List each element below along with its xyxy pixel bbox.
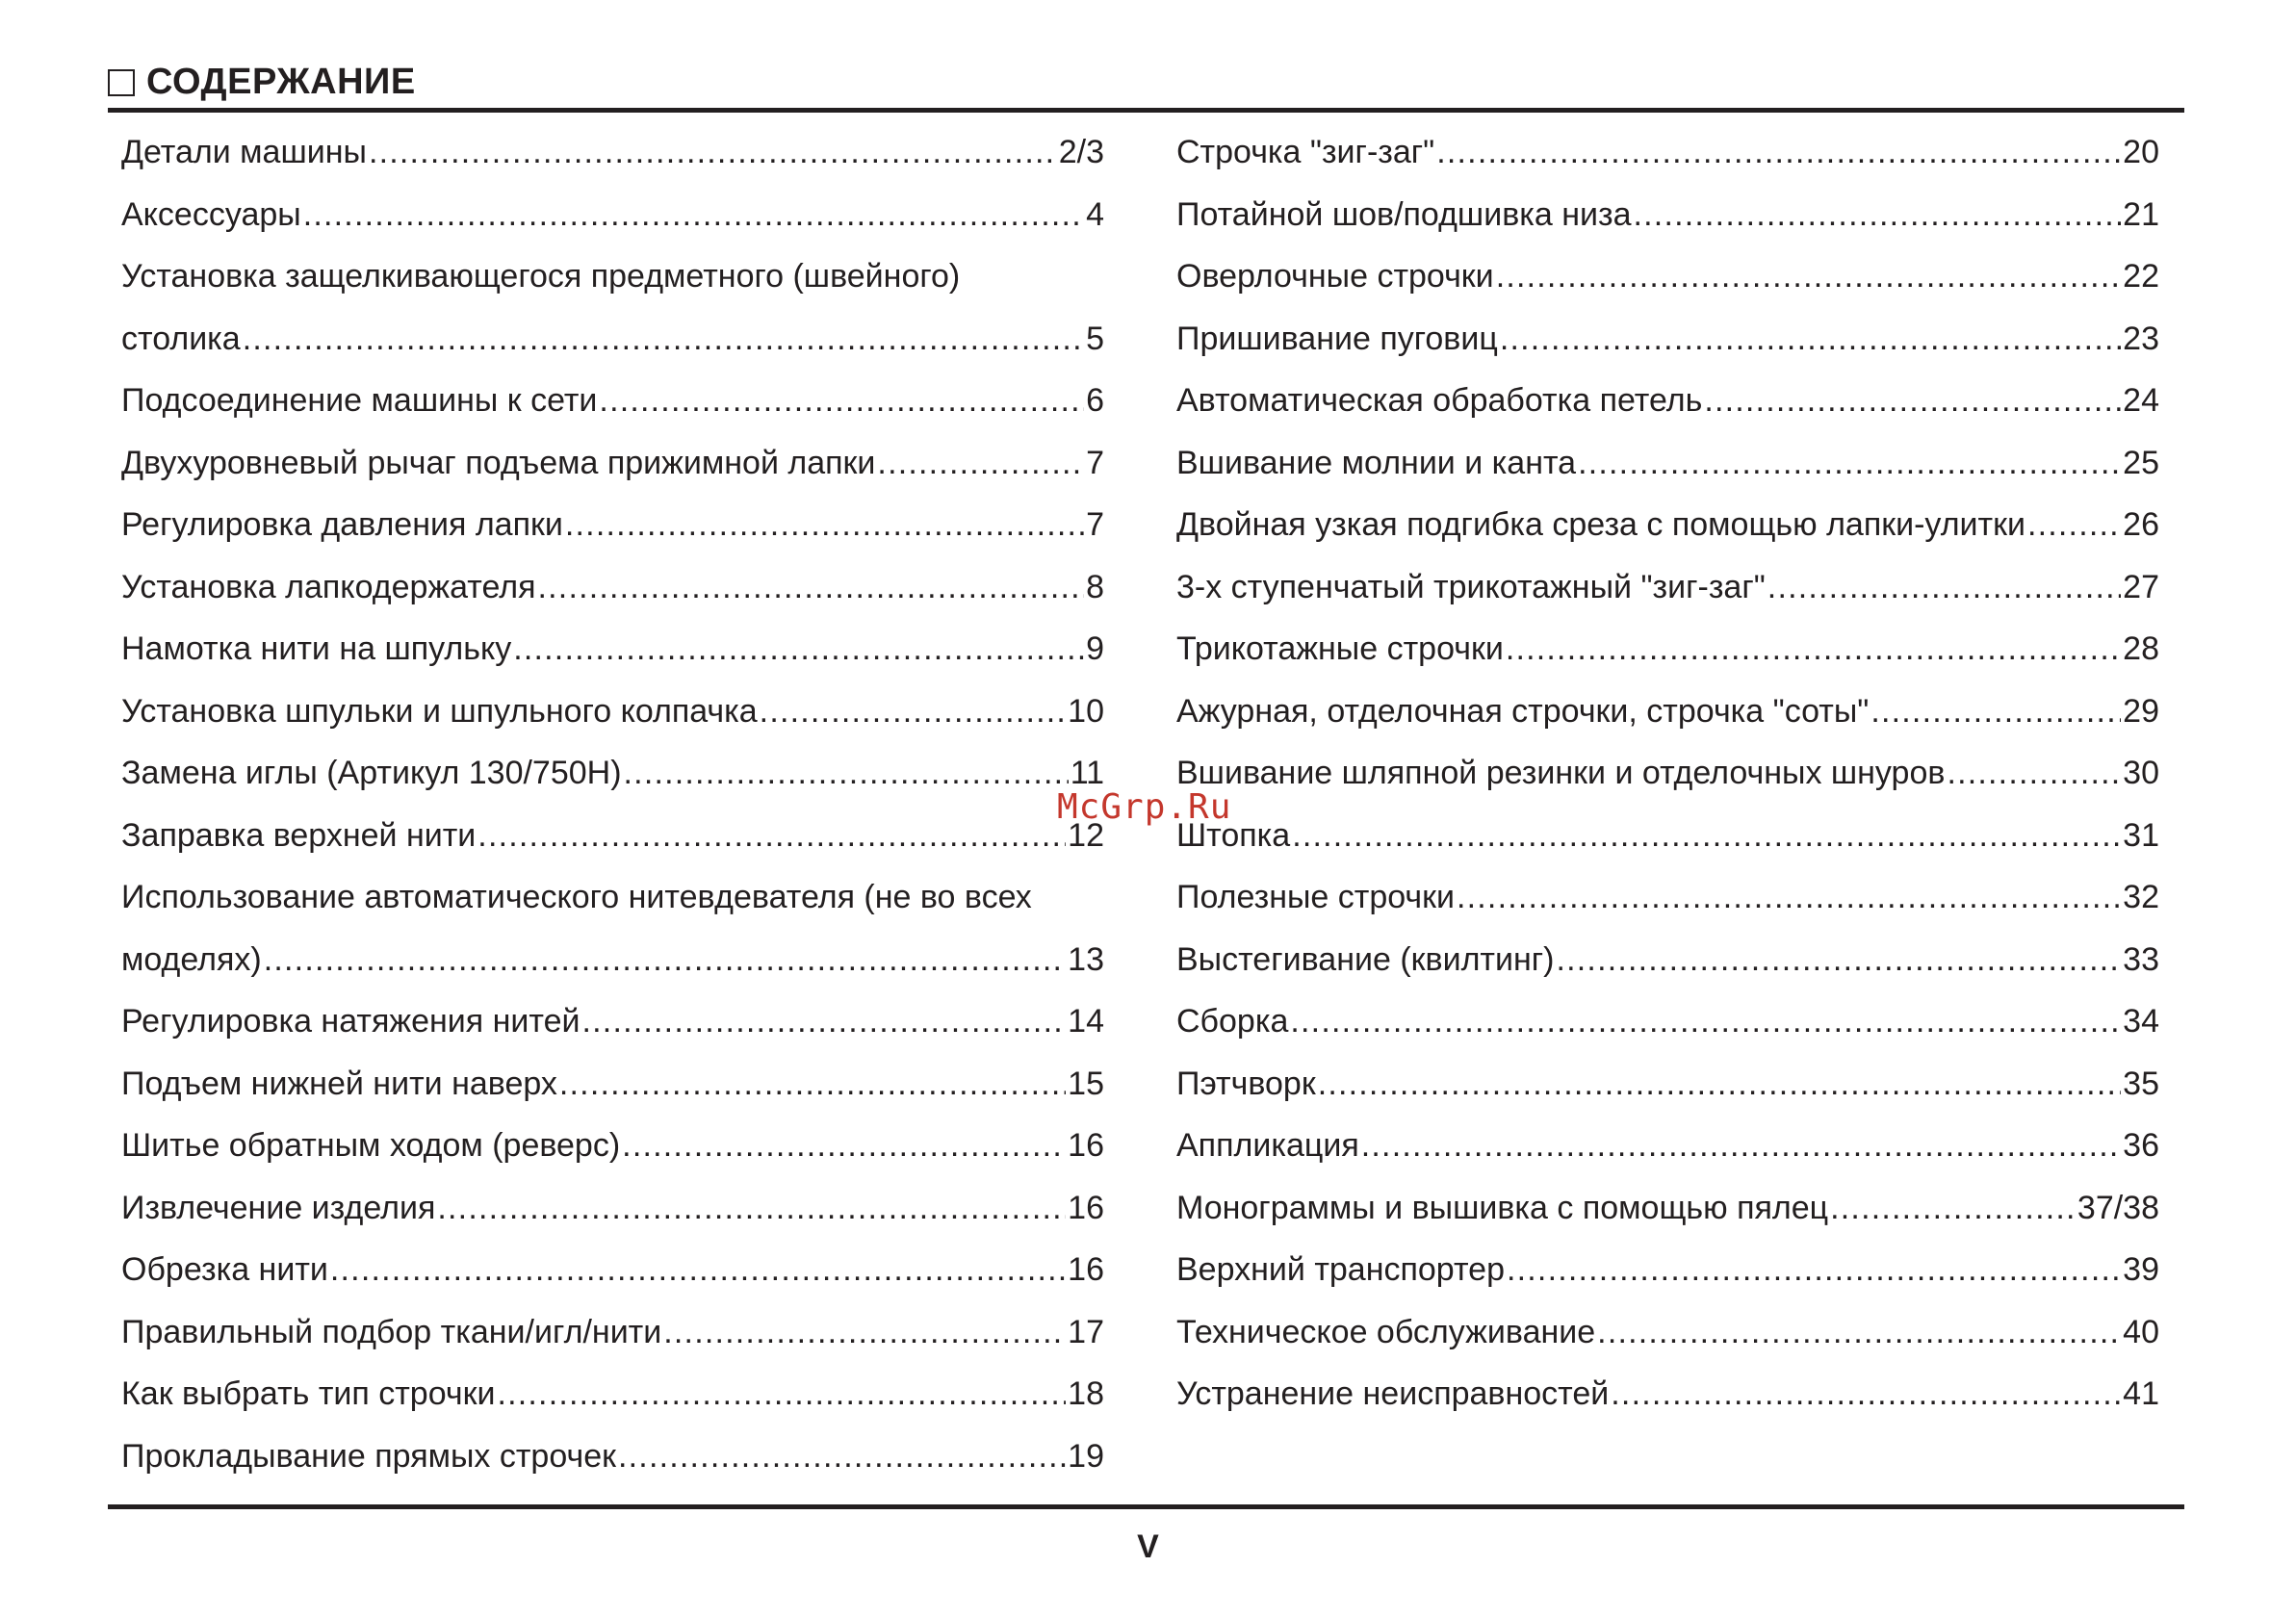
dot-leader bbox=[1507, 1239, 2121, 1300]
toc-entry[interactable] bbox=[121, 742, 1104, 805]
toc-entry-title: Штопка bbox=[1176, 816, 1291, 854]
toc-entry-page: 4 bbox=[1086, 195, 1104, 233]
dot-leader bbox=[1457, 866, 2121, 928]
toc-entry-line bbox=[1176, 121, 2159, 183]
toc-entry-page: 5 bbox=[1086, 320, 1104, 357]
toc-entry-page: 10 bbox=[1068, 692, 1104, 730]
toc-entry-title: Детали машины bbox=[121, 134, 367, 170]
toc-entry-page: 25 bbox=[2123, 444, 2159, 481]
toc-entry-title: Обрезка нити bbox=[121, 1251, 328, 1288]
toc-entry[interactable] bbox=[121, 929, 1104, 991]
toc-entry-line bbox=[121, 618, 1104, 680]
toc-entry-line bbox=[1176, 1301, 2159, 1363]
toc-entry[interactable] bbox=[121, 681, 1104, 743]
dot-leader bbox=[622, 1115, 1066, 1176]
toc-entry-title: Аппликация bbox=[1176, 1127, 1359, 1164]
toc-entry[interactable] bbox=[121, 556, 1104, 619]
toc-entry-title: Оверлочные строчки bbox=[1176, 258, 1494, 295]
toc-entry-title: Установка лапкодержателя bbox=[121, 568, 536, 605]
toc-entry[interactable] bbox=[121, 432, 1104, 495]
toc-entry[interactable] bbox=[1176, 742, 2159, 805]
top-rule bbox=[108, 108, 2184, 113]
toc-entry-page: 20 bbox=[2123, 134, 2159, 170]
dot-leader bbox=[369, 121, 1057, 183]
toc-entry-title: Потайной шов/подшивка низа bbox=[1176, 195, 1632, 233]
toc-entry-title: Вшивание молнии и канта bbox=[1176, 444, 1577, 481]
dot-leader bbox=[243, 308, 1084, 370]
toc-entry-line bbox=[121, 432, 1104, 494]
toc-entry[interactable] bbox=[1176, 1177, 2159, 1240]
dot-leader bbox=[437, 1177, 1066, 1239]
toc-entry-page: 12 bbox=[1068, 816, 1104, 854]
dot-leader bbox=[497, 1363, 1066, 1425]
toc-entry-page: 39 bbox=[2123, 1251, 2159, 1288]
toc-entry-title: Подсоединение машины к сети bbox=[121, 382, 598, 419]
toc-entry-line bbox=[1176, 805, 2159, 866]
toc-entry-line bbox=[121, 121, 1104, 183]
toc-entry[interactable] bbox=[1176, 618, 2159, 681]
toc-entry-title: Пришивание пуговиц bbox=[1176, 320, 1498, 357]
watermark: McGrp.Ru bbox=[1057, 787, 1232, 827]
dot-leader bbox=[1947, 742, 2121, 804]
toc-entry-line bbox=[121, 1301, 1104, 1363]
toc-entry-page: 19 bbox=[1068, 1437, 1104, 1475]
toc-entry-title: моделях) bbox=[121, 940, 262, 978]
toc-entry-line bbox=[1176, 184, 2159, 245]
toc-entry-line bbox=[121, 494, 1104, 555]
toc-entry[interactable] bbox=[121, 1177, 1104, 1240]
toc-entry[interactable] bbox=[121, 990, 1104, 1053]
toc-entry-line bbox=[121, 742, 1104, 804]
toc-entry-line bbox=[121, 1425, 1104, 1487]
toc-entry-line bbox=[1176, 308, 2159, 370]
toc-entry-page: 31 bbox=[2123, 816, 2159, 854]
toc-entry-title: Устранение неисправностей bbox=[1176, 1375, 1610, 1412]
toc-entry-title: Как выбрать тип строчки bbox=[121, 1375, 496, 1412]
toc-entry-title: Использование автоматического нитевдевателя (не во всех bbox=[121, 879, 1032, 915]
toc-entry-title: Двойная узкая подгибка среза с помощью лапки-улитки bbox=[1176, 506, 2025, 543]
toc-entry-title: Техническое обслуживание bbox=[1176, 1313, 1596, 1350]
dot-leader bbox=[1634, 184, 2122, 245]
toc-entry[interactable] bbox=[1176, 805, 2159, 867]
toc-entry-page: 7 bbox=[1086, 506, 1104, 543]
dot-leader bbox=[303, 184, 1084, 245]
toc-entry-title: столика bbox=[121, 320, 241, 357]
toc-entry-title: Сборка bbox=[1176, 1003, 1289, 1040]
toc-entry-page: 11 bbox=[1070, 755, 1104, 791]
toc-entry-line bbox=[121, 1363, 1104, 1425]
toc-entry-title: Полезные строчки bbox=[1176, 879, 1455, 915]
toc-entry-page: 7 bbox=[1086, 444, 1104, 481]
toc-entry-page: 16 bbox=[1068, 1127, 1104, 1164]
toc-entry-title: Регулировка натяжения нитей bbox=[121, 1003, 580, 1040]
toc-entry-page: 35 bbox=[2123, 1065, 2159, 1102]
toc-entry-line bbox=[1176, 990, 2159, 1052]
toc-entry[interactable] bbox=[1176, 1053, 2159, 1116]
toc-entry-title: Верхний транспортер bbox=[1176, 1251, 1505, 1288]
toc-entry-line bbox=[1176, 432, 2159, 494]
toc-entry-line bbox=[121, 1177, 1104, 1239]
page-title bbox=[108, 56, 416, 108]
toc-entry-page: 18 bbox=[1068, 1375, 1104, 1412]
dot-leader bbox=[1506, 618, 2121, 680]
toc-entry-page: 37/38 bbox=[2077, 1189, 2159, 1226]
dot-leader bbox=[1578, 432, 2121, 494]
toc-entry-line bbox=[121, 990, 1104, 1052]
dot-leader bbox=[877, 432, 1084, 494]
toc-entry-line bbox=[121, 681, 1104, 742]
toc-entry-title: Трикотажные строчки bbox=[1176, 630, 1504, 667]
toc-entry-page: 30 bbox=[2123, 755, 2159, 791]
toc-entry[interactable] bbox=[1176, 1115, 2159, 1177]
toc-entry-page: 22 bbox=[2123, 258, 2159, 295]
toc-entry-line bbox=[1176, 866, 2159, 928]
toc-entry[interactable] bbox=[121, 494, 1104, 556]
toc-entry-page: 8 bbox=[1086, 568, 1104, 605]
toc-entry[interactable] bbox=[1176, 990, 2159, 1053]
dot-leader bbox=[1290, 990, 2121, 1052]
toc-entry-page: 15 bbox=[1068, 1065, 1104, 1102]
dot-leader bbox=[1556, 929, 2121, 990]
toc-entry-title: Шитье обратным ходом (реверс) bbox=[121, 1127, 621, 1164]
toc-entry-title: 3-х ступенчатый трикотажный "зиг-заг" bbox=[1176, 568, 1766, 605]
toc-entry-title: Подъем нижней нити наверх bbox=[121, 1065, 557, 1102]
page-number: V bbox=[1137, 1528, 1159, 1565]
dot-leader bbox=[1704, 370, 2121, 431]
toc-entry-title: Автоматическая обработка петель bbox=[1176, 382, 1703, 419]
toc-entry[interactable] bbox=[1176, 1301, 2159, 1364]
toc-entry-page: 36 bbox=[2123, 1127, 2159, 1164]
dot-leader bbox=[599, 370, 1084, 431]
toc-entry-page: 28 bbox=[2123, 630, 2159, 667]
toc-entry-title: Вшивание шляпной резинки и отделочных шнуров bbox=[1176, 755, 1946, 791]
dot-leader bbox=[760, 681, 1067, 742]
toc-entry-line bbox=[121, 308, 1104, 370]
toc-entry-page: 41 bbox=[2123, 1375, 2159, 1412]
toc-entry-title: Аксессуары bbox=[121, 195, 301, 233]
toc-entry[interactable] bbox=[121, 245, 1104, 308]
toc-entry-title: Строчка "зиг-заг" bbox=[1176, 134, 1435, 170]
toc-entry-page: 24 bbox=[2123, 382, 2159, 419]
dot-leader bbox=[1500, 308, 2121, 370]
toc-entry-page: 16 bbox=[1068, 1251, 1104, 1288]
toc-entry[interactable] bbox=[1176, 121, 2159, 184]
toc-entry[interactable] bbox=[121, 1425, 1104, 1488]
toc-entry[interactable] bbox=[121, 866, 1104, 929]
dot-leader bbox=[618, 1425, 1066, 1487]
page-title-text: СОДЕРЖАНИЕ bbox=[146, 61, 416, 102]
toc-entry-title: Регулировка давления лапки bbox=[121, 506, 563, 543]
toc-entry-line bbox=[121, 1053, 1104, 1115]
toc-entry-page: 13 bbox=[1068, 940, 1104, 978]
toc-entry[interactable] bbox=[121, 308, 1104, 371]
toc-entry-title: Прокладывание прямых строчек bbox=[121, 1437, 617, 1475]
toc-entry-page: 27 bbox=[2123, 568, 2159, 605]
toc-entry[interactable] bbox=[1176, 245, 2159, 308]
toc-entry-title: Намотка нити на шпульку bbox=[121, 630, 512, 667]
toc-entry[interactable] bbox=[1176, 494, 2159, 556]
dot-leader bbox=[1292, 805, 2121, 866]
toc-entry-page: 26 bbox=[2123, 506, 2159, 543]
toc-entry-line bbox=[121, 370, 1104, 431]
toc-entry-line bbox=[1176, 1177, 2159, 1239]
toc-entry-page: 34 bbox=[2123, 1003, 2159, 1040]
toc-entry-page: 40 bbox=[2123, 1313, 2159, 1350]
toc-entry-line bbox=[121, 929, 1104, 990]
dot-leader bbox=[538, 556, 1085, 618]
dot-leader bbox=[1436, 121, 2121, 183]
toc-entry-line bbox=[1176, 556, 2159, 618]
toc-entry-page: 32 bbox=[2123, 879, 2159, 915]
dot-leader bbox=[477, 805, 1066, 866]
toc-entry[interactable] bbox=[1176, 1239, 2159, 1301]
dot-leader bbox=[582, 990, 1067, 1052]
toc-right-column bbox=[1176, 121, 2159, 1425]
dot-leader bbox=[1830, 1177, 2076, 1239]
toc-entry-line bbox=[1176, 1115, 2159, 1176]
toc-entry-title: Двухуровневый рычаг подъема прижимной лапки bbox=[121, 444, 876, 481]
toc-entry-line bbox=[121, 556, 1104, 618]
toc-entry-line bbox=[121, 805, 1104, 866]
toc-entry-title: Заправка верхней нити bbox=[121, 816, 477, 854]
toc-entry-title: Монограммы и вышивка с помощью пялец bbox=[1176, 1189, 1829, 1226]
toc-entry[interactable] bbox=[121, 805, 1104, 867]
bottom-rule bbox=[108, 1504, 2184, 1509]
dot-leader bbox=[264, 929, 1066, 990]
toc-entry[interactable] bbox=[1176, 929, 2159, 991]
toc-entry-title: Правильный подбор ткани/игл/нити bbox=[121, 1313, 662, 1350]
toc-entry-line bbox=[1176, 929, 2159, 990]
toc-entry-page: 21 bbox=[2123, 195, 2159, 233]
toc-entry-page: 16 bbox=[1068, 1189, 1104, 1226]
toc-entry-page: 29 bbox=[2123, 692, 2159, 730]
toc-entry-line bbox=[1176, 370, 2159, 431]
toc-entry-line bbox=[1176, 742, 2159, 804]
toc-entry-page: 14 bbox=[1068, 1003, 1104, 1040]
toc-entry-line bbox=[121, 1115, 1104, 1176]
toc-entry-title: Выстегивание (квилтинг) bbox=[1176, 940, 1555, 978]
toc-entry[interactable] bbox=[1176, 556, 2159, 619]
toc-entry-line bbox=[1176, 1363, 2159, 1425]
toc-entry-page: 33 bbox=[2123, 940, 2159, 978]
dot-leader bbox=[559, 1053, 1066, 1115]
toc-entry-line bbox=[1176, 245, 2159, 307]
toc-entry-line bbox=[121, 184, 1104, 245]
toc-entry-page: 6 bbox=[1086, 382, 1104, 419]
toc-entry[interactable] bbox=[121, 1363, 1104, 1425]
toc-entry[interactable] bbox=[1176, 184, 2159, 246]
dot-leader bbox=[1611, 1363, 2121, 1425]
checkbox-square-icon bbox=[108, 69, 135, 96]
dot-leader bbox=[513, 618, 1084, 680]
toc-entry-page: 17 bbox=[1068, 1313, 1104, 1350]
toc-entry-page: 9 bbox=[1086, 630, 1104, 667]
toc-entry[interactable] bbox=[1176, 308, 2159, 371]
dot-leader bbox=[1496, 245, 2121, 307]
toc-entry-title: Ажурная, отделочная строчки, строчка "соты" bbox=[1176, 692, 1870, 730]
toc-entry-page: 2/3 bbox=[1058, 134, 1104, 170]
dot-leader bbox=[1597, 1301, 2121, 1363]
toc-entry-title: Установка защелкивающегося предметного (швейного) bbox=[121, 258, 961, 295]
dot-leader bbox=[663, 1301, 1066, 1363]
dot-leader bbox=[2027, 494, 2121, 555]
dot-leader bbox=[330, 1239, 1066, 1300]
toc-entry[interactable] bbox=[121, 618, 1104, 681]
dot-leader bbox=[624, 742, 1069, 804]
dot-leader bbox=[1318, 1053, 2121, 1115]
toc-entry[interactable] bbox=[121, 370, 1104, 432]
dot-leader bbox=[565, 494, 1084, 555]
toc-entry[interactable] bbox=[1176, 1363, 2159, 1425]
toc-entry-title: Установка шпульки и шпульного колпачка bbox=[121, 692, 758, 730]
toc-entry[interactable] bbox=[121, 184, 1104, 246]
toc-entry[interactable] bbox=[121, 121, 1104, 184]
toc-entry-line bbox=[1176, 618, 2159, 680]
dot-leader bbox=[1767, 556, 2121, 618]
toc-left-column bbox=[121, 121, 1104, 1487]
toc-entry[interactable] bbox=[121, 1239, 1104, 1301]
toc-entry-line bbox=[1176, 1053, 2159, 1115]
toc-entry[interactable] bbox=[121, 1301, 1104, 1364]
toc-entry-title: Пэтчворк bbox=[1176, 1065, 1316, 1102]
dot-leader bbox=[1870, 681, 2121, 742]
toc-entry-title: Замена иглы (Артикул 130/750H) bbox=[121, 755, 622, 791]
toc-entry[interactable] bbox=[121, 1053, 1104, 1116]
toc-entry[interactable] bbox=[1176, 681, 2159, 743]
toc-entry-line bbox=[121, 1239, 1104, 1300]
toc-entry-line bbox=[1176, 494, 2159, 555]
toc-entry-line bbox=[1176, 681, 2159, 742]
toc-entry-title: Извлечение изделия bbox=[121, 1189, 436, 1226]
toc-entry-line bbox=[1176, 1239, 2159, 1300]
toc-entry[interactable] bbox=[1176, 370, 2159, 432]
dot-leader bbox=[1361, 1115, 2121, 1176]
toc-entry[interactable] bbox=[1176, 866, 2159, 929]
toc-entry[interactable] bbox=[121, 1115, 1104, 1177]
toc-entry-page: 23 bbox=[2123, 320, 2159, 357]
toc-entry[interactable] bbox=[1176, 432, 2159, 495]
